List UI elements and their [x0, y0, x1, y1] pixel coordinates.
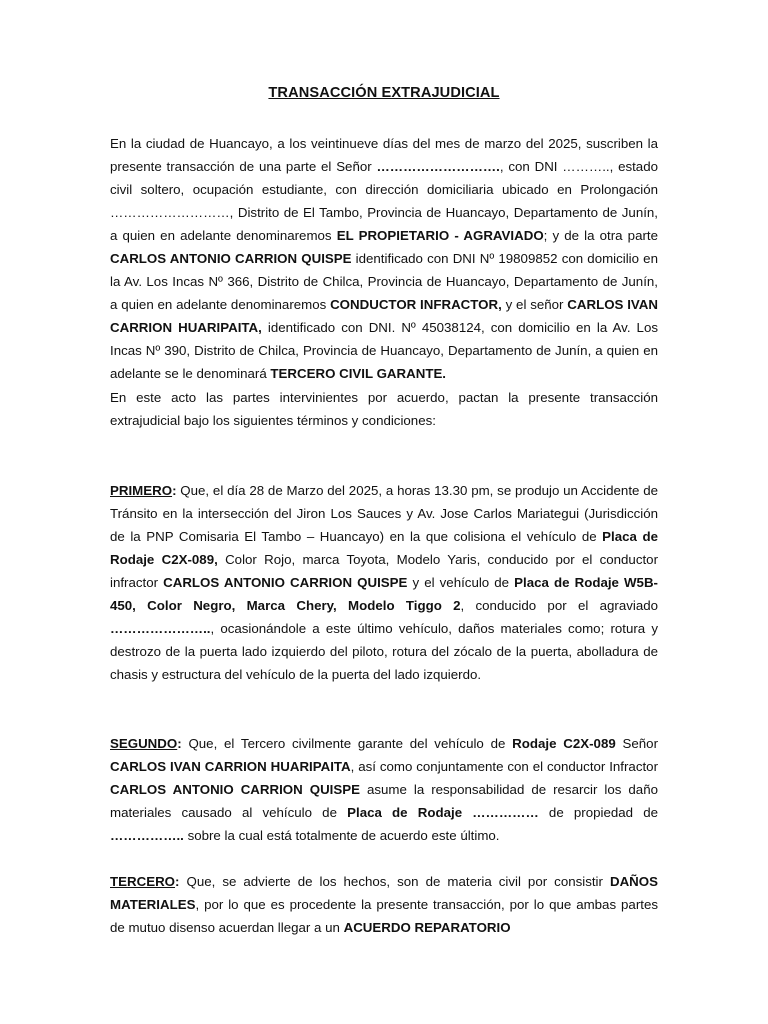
- intro-text-5: y el señor: [501, 297, 568, 313]
- segundo-text-1: Que, el Tercero civilmente garante del vehículo de: [181, 736, 513, 751]
- document-title: TRANSACCIÓN EXTRAJUDICIAL: [268, 85, 500, 101]
- plate-blank: Placa de Rodaje ……………: [347, 805, 539, 821]
- intro-text-4: identificado con DNI Nº 19809852 con domicilio en la Av. Los Incas Nº 366, Distrito de Chilca, Provincia de Huancayo, Departamento de Junín, a quien en adelante denominaremos: [110, 251, 658, 313]
- clause-primero: [110, 479, 658, 686]
- clause-heading-primero: PRIMERO: [110, 483, 173, 498]
- segundo-text-3: , así como conjuntamente con el conductor Infractor: [350, 759, 658, 775]
- tercero-text-1: Que, se advierte de los hechos, son de materia civil por consistir: [179, 874, 610, 889]
- primero-text-3: y el vehículo de: [407, 575, 515, 591]
- clause-colon: :: [175, 874, 180, 889]
- owner-name-blank: ……………………….: [376, 159, 500, 175]
- plate-c2x-089: Placa de Rodaje C2X-089,: [110, 529, 658, 568]
- clause-segundo: [110, 732, 658, 847]
- segundo-text-6: sobre la cual está totalmente de acuerdo este último.: [183, 828, 500, 844]
- intro-text-3: ; y de la otra parte: [543, 228, 658, 244]
- intro-text-2: , con DNI ……….., estado civil soltero, ocupación estudiante, con dirección domiciliaria ubicado en Prolongación ………………………, Distrito de El Tambo, Provincia de Huancayo, Departamento de Junín, a quien en adelante denominaremos: [110, 159, 658, 244]
- driver-role-label: CONDUCTOR INFRACTOR,: [330, 297, 502, 313]
- driver-name: CARLOS ANTONIO CARRION QUISPE: [110, 251, 352, 267]
- intro-text-7: En este acto las partes intervinientes por acuerdo, pactan la presente transacción extrajudicial bajo los siguientes términos y condiciones:: [110, 389, 658, 428]
- clause-heading-segundo: SEGUNDO: [110, 736, 178, 751]
- primero-text-4: , conducido por el agraviado: [460, 598, 658, 614]
- owner-blank: ……………..: [110, 828, 184, 844]
- primero-text-5: , ocasionándole a este último vehículo, daños materiales como; rotura y destrozo de la puerta lado izquierdo del piloto, rotura del zócalo de la puerta, abolladura de chasis y estructura del vehículo de la puerta del lado izquierdo.: [110, 621, 658, 683]
- clause-tercero: [110, 870, 658, 939]
- driver-name: CARLOS ANTONIO CARRION QUISPE: [163, 575, 408, 591]
- intro-paragraph: [110, 132, 658, 432]
- segundo-text-5: de propiedad de: [538, 805, 658, 821]
- driver-name: CARLOS ANTONIO CARRION QUISPE: [110, 782, 360, 798]
- guarantor-name: CARLOS IVAN CARRION HUARIPAITA,: [110, 297, 658, 336]
- agreement-label: ACUERDO REPARATORIO: [343, 920, 511, 936]
- primero-text-2: Color Rojo, marca Toyota, Modelo Yaris, conducido por el conductor infractor: [110, 552, 658, 591]
- owner-role-label: EL PROPIETARIO - AGRAVIADO: [336, 228, 544, 244]
- tercero-text-2: , por lo que es procedente la presente transacción, por lo que ambas partes de mutuo disenso acuerdan llegar a un: [110, 897, 658, 936]
- plate-c2x-089: Rodaje C2X-089: [512, 736, 616, 751]
- plate-w5b-450: Placa de Rodaje W5B-450, Color Negro, Marca Chery, Modelo Tiggo 2: [110, 575, 658, 614]
- intro-text-6: identificado con DNI. Nº 45038124, con domicilio en la Av. Los Incas Nº 390, Distrito de Chilca, Provincia de Huancayo, Departamento de Junín, a quien en adelante se le denominará: [110, 320, 659, 382]
- clause-heading-tercero: TERCERO: [110, 874, 176, 889]
- clause-colon: :: [177, 736, 182, 751]
- intro-text-1: En la ciudad de Huancayo, a los veintinueve días del mes de marzo del 2025, suscriben la presente transacción de una parte el Señor: [110, 136, 658, 175]
- segundo-text-2: Señor: [615, 736, 659, 751]
- aggrieved-name-blank: …………………..: [110, 621, 211, 637]
- primero-text-1: Que, el día 28 de Marzo del 2025, a horas 13.30 pm, se produjo un Accidente de Tránsito en la intersección del Jiron Los Sauces y Av. Jose Carlos Mariategui (Jurisdicción de la PNP Comisaria El Tambo – Huancayo) en la que colisiona el vehículo de: [110, 483, 658, 545]
- clause-colon: :: [172, 483, 177, 498]
- guarantor-role-label: TERCERO CIVIL GARANTE.: [270, 366, 447, 382]
- guarantor-name: CARLOS IVAN CARRION HUARIPAITA: [110, 759, 351, 775]
- damage-type-label: DAÑOS MATERIALES: [110, 874, 658, 913]
- segundo-text-4: asume la responsabilidad de resarcir los daño materiales causado al vehículo de: [110, 782, 658, 821]
